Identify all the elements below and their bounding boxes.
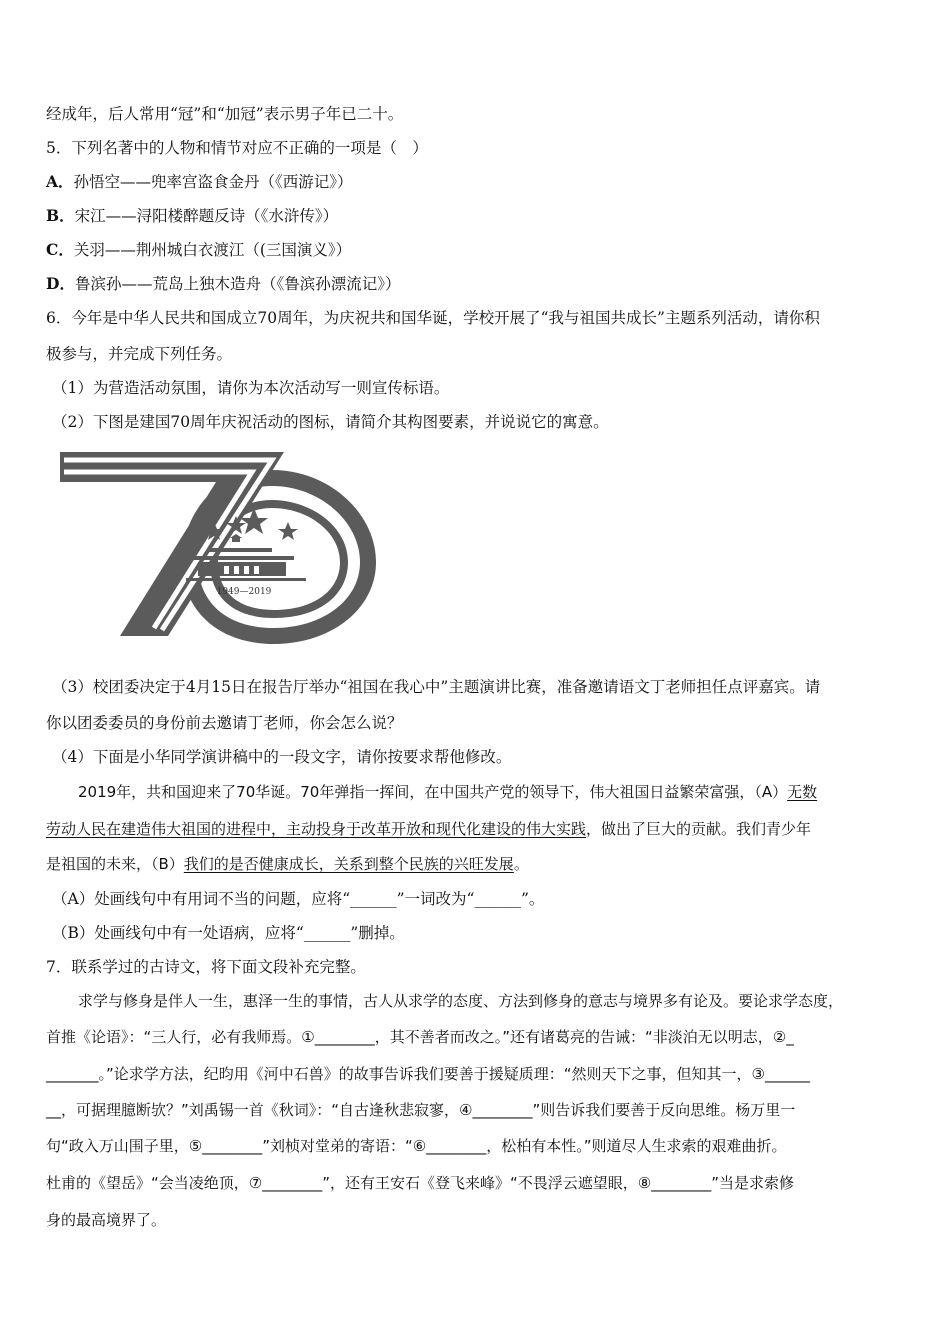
passage-line: 句“政入万山围子里，⑤________”刘桢对堂弟的寄语：“⑥________，松柏有本性。”则道尽人生求索的艰难曲折。 — [46, 1137, 787, 1155]
passage-line: 身的最高境界了。 — [46, 1211, 167, 1229]
speech-paragraph-line: 劳动人民在建造伟大祖国的进程中，主动投身于改革开放和现代化建设的伟大实践，做出了巨大的贡献。我们青少年 — [46, 820, 812, 838]
option-b: B．宋江——浔阳楼醉题反诗（《水浒传》） — [46, 206, 339, 225]
passage-line: _______。”论求学方法，纪昀用《河中石兽》的故事告诉我们要善于援疑质理：“然则天下之事，但知其一，③______ — [46, 1065, 810, 1083]
question-6-cont: 极参与，并完成下列任务。 — [46, 345, 233, 363]
task-1: （1）为营造活动氛围，请你为本次活动写一则宣传标语。 — [52, 379, 450, 397]
passage-line: 杜甫的《望岳》“会当凌绝顶，⑦________”，还有王安石《登飞来峰》“不畏浮云遮望眼，⑧________”当是求索修 — [46, 1174, 794, 1192]
question-5: 5．下列名著中的人物和情节对应不正确的一项是（ ） — [46, 139, 428, 157]
speech-paragraph-line: 2019年，共和国迎来了70华诞。70年弹指一挥间，在中国共产党的领导下，伟大祖国日益繁荣富强，（A）无数 — [78, 783, 818, 801]
question-b: （B）处画线句中有一处语病，应将“______”删掉。 — [52, 924, 405, 942]
years-label: 1949—2019 — [216, 587, 272, 597]
text-line: 经成年，后人常用“冠”和“加冠”表示男子年已二十。 — [46, 105, 404, 123]
passage-line: 求学与修身是伴人一生，惠泽一生的事情，古人从求学的态度、方法到修身的意志与境界多有论及。要论求学态度， — [78, 992, 844, 1010]
passage-line: 首推《论语》：“三人行，必有我师焉。①________，其不善者而改之。”还有诸葛亮的告诫：“非淡泊无以明志，②_ — [46, 1028, 794, 1046]
speech-paragraph-line: 是祖国的未来，（B）我们的是否健康成长，关系到整个民族的兴旺发展。 — [46, 855, 529, 873]
task-3: （3）校团委决定于4月15日在报告厅举办“祖国在我心中”主题演讲比赛，准备邀请语文丁老师担任点评嘉宾。请 — [52, 678, 821, 696]
question-6: 6．今年是中华人民共和国成立70周年，为庆祝共和国华诞，学校开展了“我与祖国共成长”主题系列活动，请你积 — [46, 309, 820, 327]
task-3-cont: 你以团委委员的身份前去邀请丁老师，你会怎么说？ — [46, 714, 403, 732]
option-c: C．关羽——荆州城白衣渡江（(三国演义》） — [46, 240, 352, 259]
option-d: D．鲁滨孙——荒岛上独木造舟（《鲁滨孙漂流记》） — [46, 274, 401, 293]
task-2: （2）下图是建国70周年庆祝活动的图标，请简介其构图要素，并说说它的寓意。 — [52, 413, 609, 431]
question-7: 7．联系学过的古诗文，将下面文段补充完整。 — [46, 958, 366, 976]
task-4: （4）下面是小华同学演讲稿中的一段文字，请你按要求帮他修改。 — [52, 748, 512, 766]
passage-line: __，可据理臆断欤？”刘禹锡一首《秋词》：“自古逢秋悲寂寥，④________”则告诉我们要善于反向思维。杨万里一 — [46, 1101, 796, 1119]
question-a: （A）处画线句中有用词不当的问题，应将“______”一词改为“______”。 — [52, 890, 545, 908]
70th-anniversary-emblem-icon — [58, 448, 378, 648]
option-a: A．孙悟空——兜率宫盗食金丹（《西游记》） — [46, 172, 353, 191]
